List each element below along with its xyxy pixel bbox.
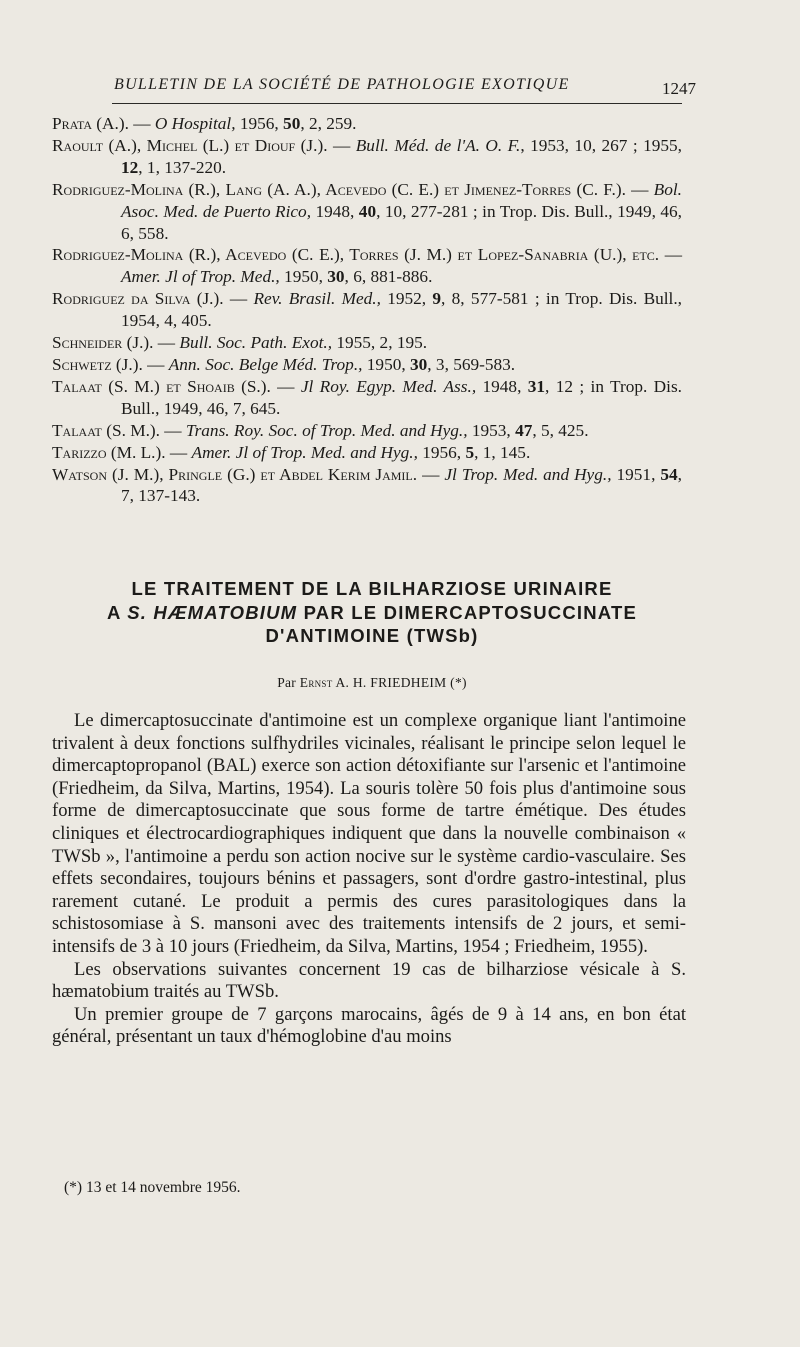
- reference-details: , 1953, 10, 267 ; 1955,: [520, 135, 683, 155]
- reference-volume: 30: [327, 267, 345, 287]
- reference-author: Rodriguez-Molina (R.), Acevedo (C. E.), Torres (J. M.) et Lopez-Sanabria (U.), etc.: [52, 245, 660, 265]
- reference-rest: , 2, 259.: [300, 114, 357, 133]
- reference-dash: —: [270, 376, 301, 396]
- reference-item: [52, 135, 682, 179]
- reference-volume: 50: [283, 114, 301, 133]
- reference-volume: 54: [660, 464, 678, 484]
- reference-rest: , 5, 425.: [532, 420, 589, 440]
- reference-volume: 31: [527, 376, 546, 396]
- reference-details: 1948,: [311, 201, 359, 221]
- reference-details: 1955, 2, 195.: [332, 333, 428, 353]
- reference-author: Prata (A.).: [52, 114, 129, 133]
- reference-details: 1953,: [467, 420, 516, 440]
- title-species: S. HÆMATOBIUM: [127, 601, 298, 623]
- reference-item: [52, 332, 682, 354]
- reference-author: Talaat (S. M.).: [52, 420, 160, 440]
- reference-dash: —: [153, 333, 180, 353]
- reference-dash: —: [223, 289, 254, 309]
- article-title: [60, 577, 684, 648]
- reference-volume: 5: [465, 442, 475, 462]
- reference-rest: , 3, 569-583.: [427, 354, 516, 374]
- header-rule: [112, 103, 682, 104]
- reference-item: [52, 442, 682, 464]
- reference-dash: —: [625, 179, 654, 199]
- reference-volume: 47: [515, 420, 533, 440]
- page-number: 1247: [662, 79, 696, 98]
- reference-journal: Jl Trop. Med. and Hyg.,: [444, 464, 612, 484]
- running-head: BULLETIN DE LA SOCIÉTÉ DE PATHOLOGIE EXOTIQUE: [114, 76, 570, 93]
- reference-rest: , 1, 145.: [474, 442, 531, 462]
- reference-details: 1951,: [611, 464, 661, 484]
- title-line-3: D'ANTIMOINE (TWSb): [265, 625, 479, 646]
- reference-list: [52, 113, 682, 507]
- reference-author: Raoult (A.), Michel (L.) et Diouf (J.).: [52, 135, 328, 155]
- reference-dash: —: [165, 442, 192, 462]
- reference-author: Schneider (J.).: [52, 333, 154, 353]
- reference-author: Rodriguez-Molina (R.), Lang (A. A.), Acevedo (C. E.) et Jimenez-Torres (C. F.).: [52, 179, 626, 199]
- reference-dash: —: [417, 464, 445, 484]
- reference-details: 1956,: [417, 442, 466, 462]
- reference-rest: , 1, 137-220.: [138, 157, 227, 177]
- reference-dash: —: [659, 245, 683, 265]
- reference-volume: 9: [432, 289, 442, 309]
- reference-journal: Bol. Asoc. Med. de Puerto Rico,: [121, 179, 682, 221]
- reference-journal: Jl Roy. Egyp. Med. Ass.,: [300, 376, 477, 396]
- reference-details: 1950,: [362, 354, 410, 374]
- reference-details: 1952,: [380, 289, 433, 309]
- reference-dash: —: [128, 114, 155, 133]
- reference-item: [52, 420, 682, 442]
- reference-journal: O Hospital,: [154, 114, 236, 133]
- title-line-2: [60, 601, 684, 625]
- reference-journal: Bull. Soc. Path. Exot.,: [179, 333, 333, 353]
- paragraph-3: Un premier groupe de 7 garçons marocains, âgés de 9 à 14 ans, en bon état général, présentant un taux d'hémoglobine d'au moins: [52, 1003, 686, 1048]
- reference-item: [52, 244, 682, 288]
- article-body: [52, 710, 686, 1049]
- reference-journal: Trans. Roy. Soc. of Trop. Med. and Hyg.,: [185, 420, 468, 440]
- byline-prefix: Par: [277, 675, 300, 690]
- reference-author: Talaat (S. M.) et Shoaib (S.).: [52, 376, 271, 396]
- footnote: (*) 13 et 14 novembre 1956.: [64, 1179, 241, 1196]
- reference-author: Watson (J. M.), Pringle (G.) et Abdel Kerim Jamil.: [52, 464, 418, 484]
- reference-author: Rodriguez da Silva (J.).: [52, 289, 224, 309]
- reference-journal: Rev. Brasil. Med.,: [253, 289, 381, 309]
- reference-volume: 40: [358, 201, 377, 221]
- reference-details: 1950,: [279, 267, 328, 287]
- reference-item: [52, 288, 682, 332]
- title-line-2-pre: A: [106, 601, 128, 623]
- title-line-2-post: PAR LE DIMERCAPTOSUCCINATE: [297, 601, 638, 623]
- reference-item: [52, 179, 682, 245]
- reference-journal: Ann. Soc. Belge Méd. Trop.,: [168, 354, 363, 374]
- byline-name: A. H. FRIEDHEIM (*): [332, 675, 467, 690]
- reference-item: [52, 376, 682, 420]
- title-line-1: LE TRAITEMENT DE LA BILHARZIOSE URINAIRE: [131, 578, 613, 599]
- reference-dash: —: [159, 420, 186, 440]
- reference-rest: , 10, 277-281 ; in Trop. Dis. Bull., 1949, 46, 6, 558.: [121, 201, 682, 243]
- reference-rest: , 7, 137-143.: [121, 464, 682, 506]
- reference-journal: Bull. Méd. de l'A. O. F.: [355, 135, 521, 155]
- reference-author: Schwetz (J.).: [52, 354, 143, 374]
- reference-rest: , 8, 577-581 ; in Trop. Dis. Bull., 1954, 4, 405.: [121, 289, 682, 331]
- paragraph-2: Les observations suivantes concernent 19 cas de bilharziose vésicale à S. hæmatobium traités au TWSb.: [52, 958, 686, 1003]
- reference-item: [52, 464, 682, 508]
- reference-volume: 12: [121, 157, 139, 177]
- byline-given-name: Ernst: [299, 675, 333, 690]
- reference-dash: —: [142, 354, 169, 374]
- reference-journal: Amer. Jl of Trop. Med.,: [121, 267, 280, 287]
- reference-dash: —: [327, 135, 356, 155]
- reference-rest: , 6, 881-886.: [344, 267, 433, 287]
- reference-volume: 30: [410, 354, 428, 374]
- reference-rest: , 12 ; in Trop. Dis. Bull., 1949, 46, 7, 645.: [121, 376, 682, 418]
- reference-item: [52, 354, 682, 376]
- byline: [60, 675, 684, 691]
- paragraph-1: Le dimercaptosuccinate d'antimoine est un complexe organique liant l'antimoine trivalent à deux fonctions sulfhydriles vicinales, réalisant le principe selon lequel le dimercaptopropanol (BAL) exerce son action détoxifiante sur l'arsenic et l'antimoine (Friedheim, da Silva, Martins, 1954). La souris tolère 50 fois plus d'antimoine sous forme de dimercaptosuccinate que sous forme de tartre émétique. Des études cliniques et électrocardiographiques indiquent que dans la nouvelle combinaison « TWSb », l'antimoine a perdu son action nocive sur le système cardio-vasculaire. Ses effets secondaires, toujours bénins et passagers, sont d'ordre gastro-intestinal, plus rarement cutané. Le produit a permis des cures parasitologiques dans la schistosomiase à S. mansoni avec des traitements intensifs de 2 jours, et semi-intensifs de 3 à 10 jours (Friedheim, da Silva, Martins, 1954 ; Friedheim, 1955).: [52, 710, 686, 957]
- reference-details: 1948,: [476, 376, 528, 396]
- reference-item: [52, 113, 682, 135]
- reference-author: Tarizzo (M. L.).: [52, 442, 166, 462]
- reference-journal: Amer. Jl of Trop. Med. and Hyg.,: [191, 442, 418, 462]
- reference-details: 1956,: [235, 114, 284, 133]
